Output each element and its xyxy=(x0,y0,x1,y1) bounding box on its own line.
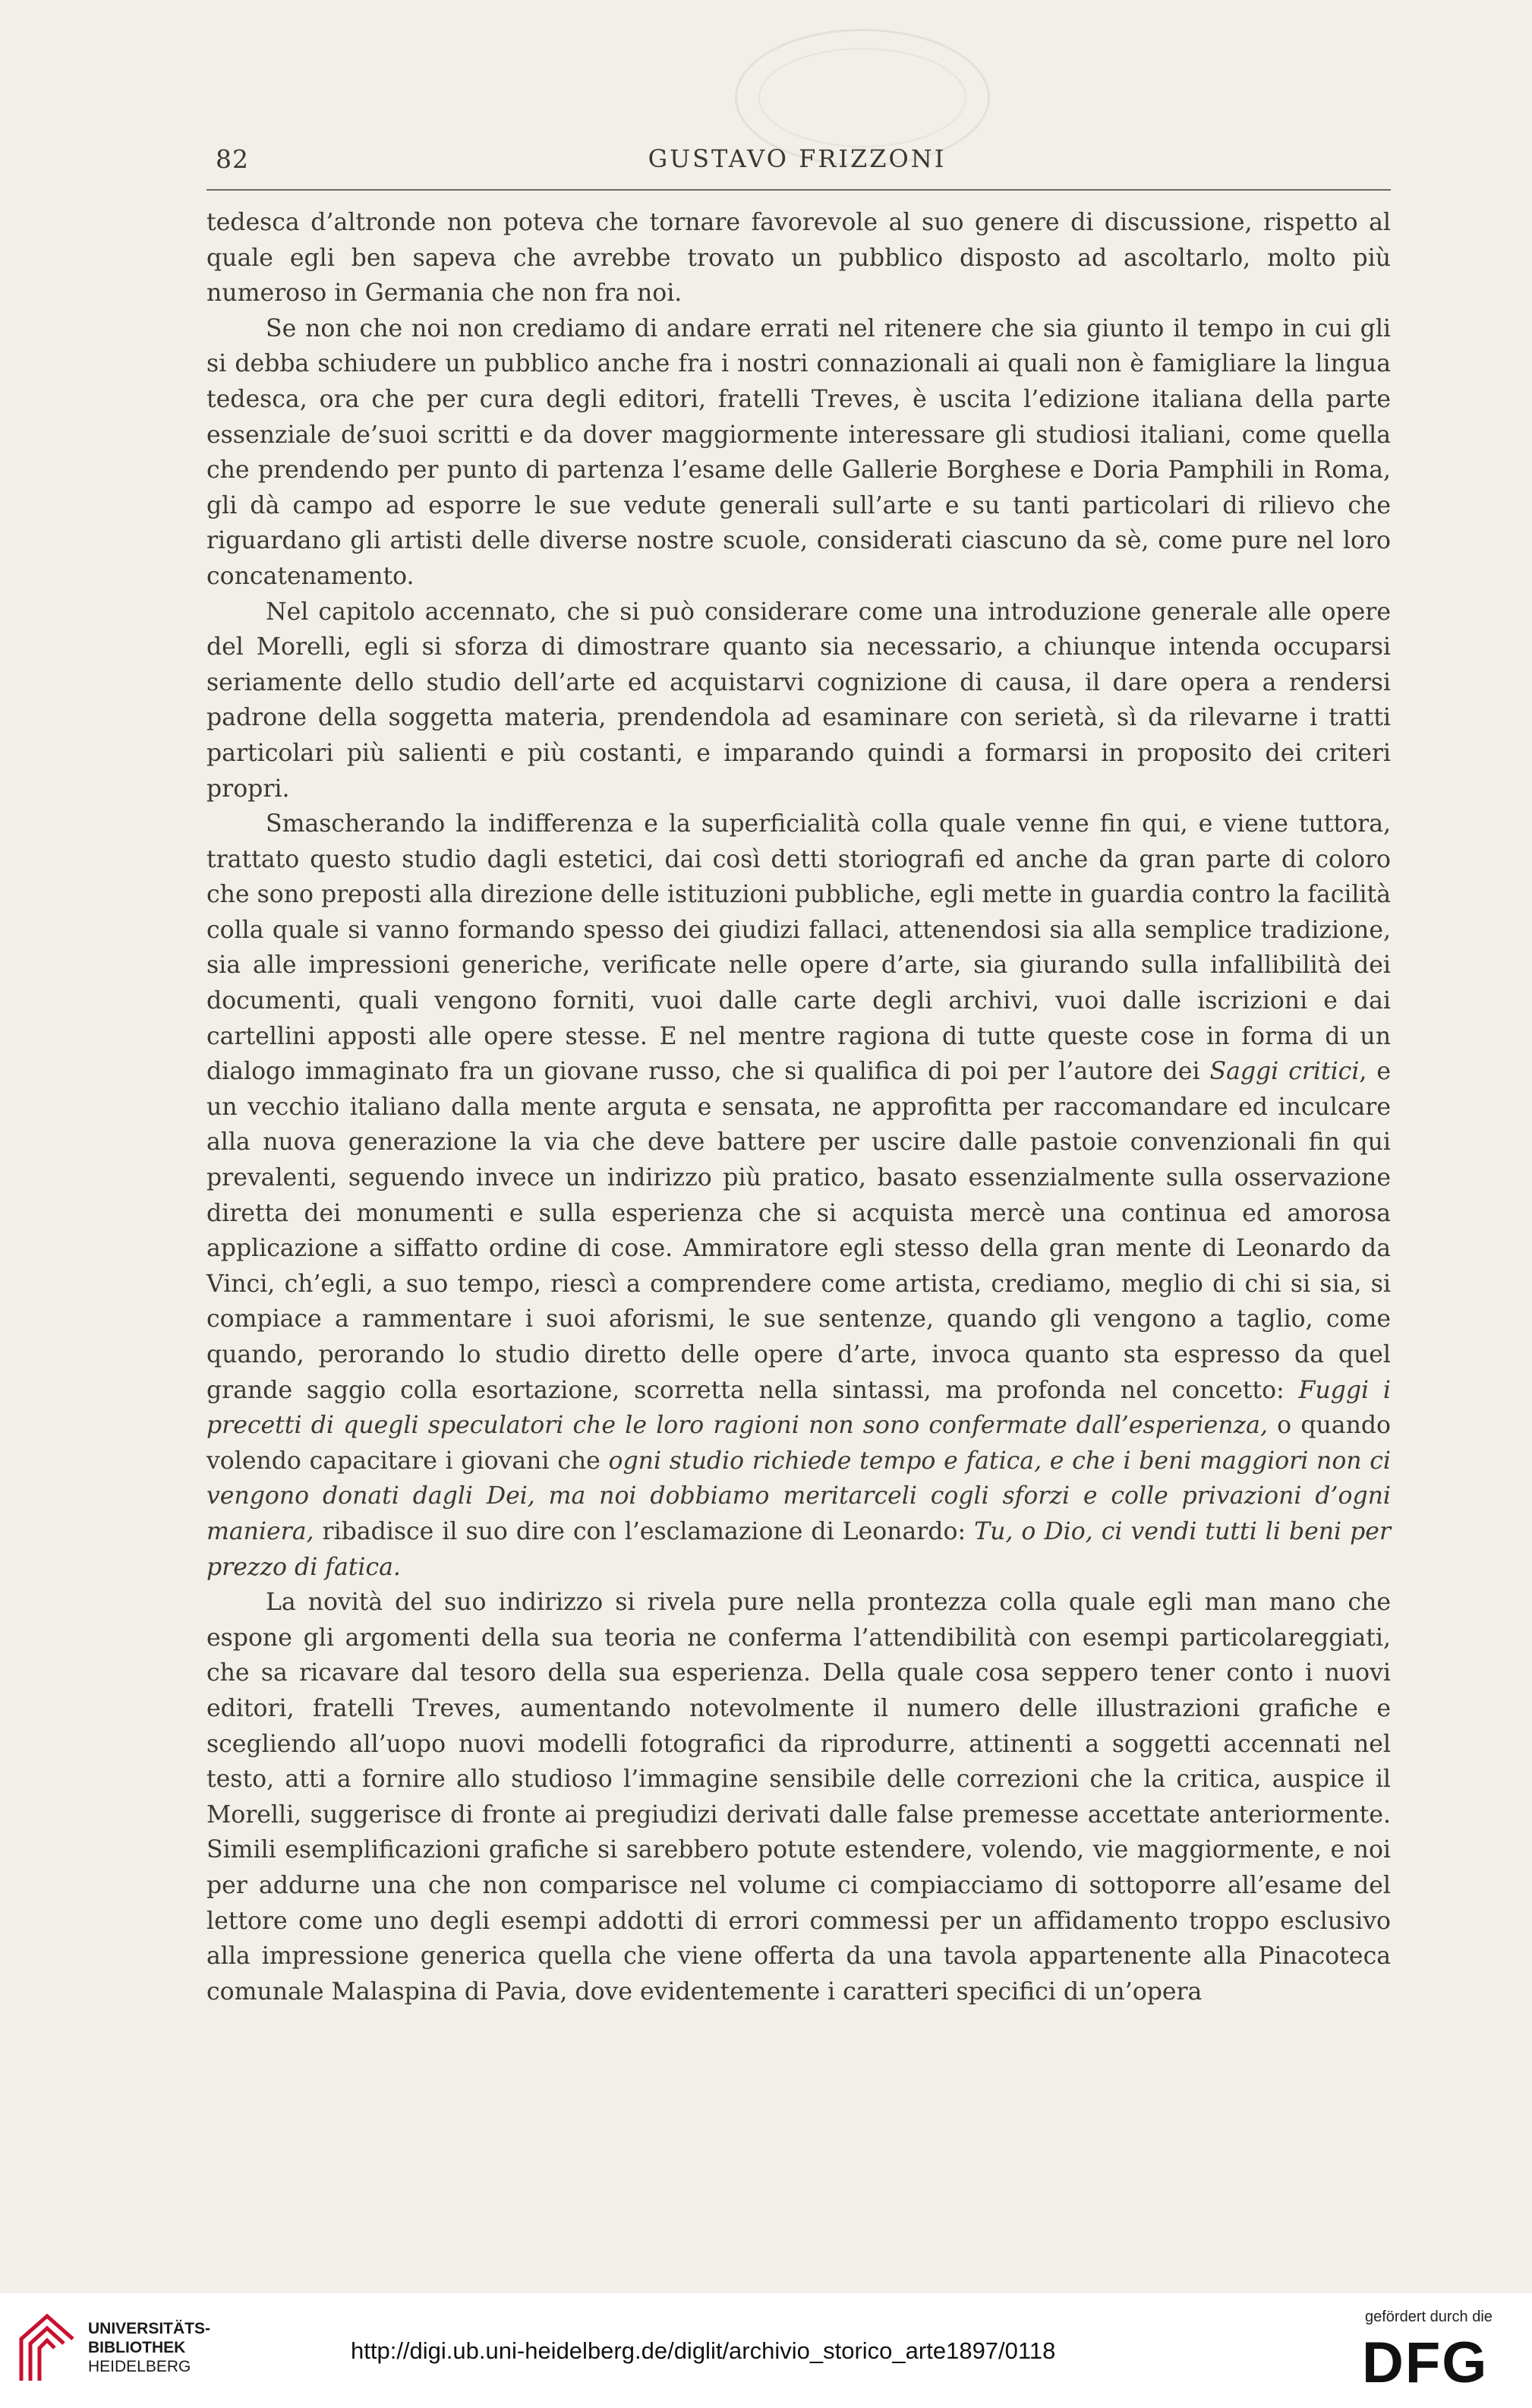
dfg-logo: DFG xyxy=(1362,2331,1489,2395)
source-url-link[interactable]: http://digi.ub.uni-heidelberg.de/diglit/archivio_storico_arte1897/0118 xyxy=(351,2337,1056,2364)
body-text xyxy=(206,205,1391,2009)
leonardo-quote: Fuggi i precetti di quegli speculatori che le loro ragioni non sono confermate dall’esperienza, xyxy=(206,1376,1391,1440)
library-name-line: UNIVERSITÄTS- xyxy=(88,2320,211,2337)
library-name-line: BIBLIOTHEK xyxy=(88,2339,186,2356)
paragraph-text: , e un vecchio italiano dalla mente arguta e sensata, ne approfitta per raccomandare ed inculcare alla nuova generazione la via che deve battere per uscire dalle pastoie convenzionali fin qui prevalenti, seguendo invece un indirizzo più pratico, basato essenzialmente sulla osservazione diretta dei monumenti e sulla esperienza che si acquista mercè una continua ed amorosa applicazione a siffatto ordine di cose. Ammiratore egli stesso della gran mente di Leonardo da Vinci, ch’egli, a suo tempo, riescì a comprendere come artista, crediamo, meglio di chi si sia, si compiace a rammentare i suoi aforismi, le sue sentenze, quando gli vengono a taglio, come quando, perorando lo studio diretto delle opere d’arte, invoca quanto sta espresso da quel grande saggio colla esortazione, scorretta nella sintassi, ma profonda nel concetto: xyxy=(206,1058,1391,1404)
paragraph-text: ribadisce il suo dire con l’esclamazione di Leonardo: xyxy=(314,1517,975,1545)
funding-text: gefördert durch die xyxy=(1365,2309,1493,2325)
leonardo-quote: ogni studio richiede tempo e fatica, e che i beni maggiori non ci vengono donati dagli Dei, ma noi dobbiamo meritarceli cogli sforzi e colle privazioni d’ogni maniera, xyxy=(206,1447,1392,1545)
paragraph: tedesca d’altronde non poteva che tornare favorevole al suo genere di discussione, rispetto al quale egli ben sapeva che avrebbe trovato un pubblico disposto ad ascoltarlo, molto più numeroso in Germania che non fra noi. xyxy=(206,209,1391,308)
running-head: GUSTAVO FRIZZONI xyxy=(648,144,947,173)
paragraph: Se non che noi non crediamo di andare errati nel ritenere che sia giunto il tempo in cui gli si debba schiudere un pubblico anche fra i nostri connazionali ai quali non è famigliare la lingua tedesca, ora che per cura degli editori, fratelli Treves, è uscita l’edizione italiana della parte essenziale de’suoi scritti e da dover maggiormente interessare gli studiosi italiani, come quella che prendendo per punto di partenza l’esame delle Gallerie Borghese e Doria Pamphili in Roma, gli dà campo ad esporre le sue vedute generali sull’arte e su tanti particolari di rilievo che riguardano gli artisti delle diverse nostre scuole, considerati ciascuno da sè, come pure nel loro concatenamento. xyxy=(206,314,1391,590)
paragraph: Nel capitolo accennato, che si può considerare come una introduzione generale alle opere del Morelli, egli si sforza di dimostrare quanto sia necessario, a chiunque intenda occuparsi seriamente dello studio dell’arte ed acquistarvi cognizione di causa, il dare opera a rendersi padrone della soggetta materia, prendendola ad esaminare con serietà, sì da rilevarne i tratti particolari più salienti e più costanti, e imparando quindi a formarsi in proposito dei criteri propri. xyxy=(206,598,1391,803)
header-rule xyxy=(206,189,1391,191)
page-number: 82 xyxy=(216,144,249,174)
paragraph xyxy=(206,806,1391,1585)
library-name-line: HEIDELBERG xyxy=(88,2358,191,2375)
paragraph: La novità del suo indirizzo si rivela pure nella prontezza colla quale egli man mano che espone gli argomenti della sua teoria ne conferma l’attendibilità con esempi particolareggiati, che sa ricavare dal tesoro della sua esperienza. Della quale cosa seppero tener conto i nuovi editori, fratelli Treves, aumentando notevolmente il numero delle illustrazioni grafiche e scegliendo all’uopo nuovi modelli fotografici da riprodurre, attinenti a soggetti accennati nel testo, atti a fornire allo studioso l’immagine sensibile delle correzioni che la critica, auspice il Morelli, suggerisce di fronte ai pregiudizi derivati dalle false premesse accettate anteriormente. Simili esemplificazioni grafiche si sarebbero potute estendere, volendo, vie maggiormente, e noi per addurne una che non comparisce nel volume ci compiacciamo di sottoporre all’esame del lettore come uno degli esempi addotti di errori commessi per un affidamento troppo esclusivo alla impressione generica quella che viene offerta da una tavola appartenente alla Pinacoteca comunale Malaspina di Pavia, dove evidentemente i caratteri specifici di un’opera xyxy=(206,1589,1391,2006)
library-logo-icon xyxy=(14,2309,80,2388)
paragraph-text: o quando volendo capacitare i giovani che xyxy=(206,1412,1391,1475)
book-title: Saggi critici xyxy=(1209,1058,1360,1086)
library-name xyxy=(88,2319,210,2376)
page-header xyxy=(205,144,1389,182)
leonardo-quote: Tu, o Dio, ci vendi tutti li beni per prezzo di fatica. xyxy=(206,1517,1391,1581)
paragraph-text: Smascherando la indifferenza e la superficialità colla quale venne fin qui, e viene tuttora, trattato questo studio dagli estetici, dai così detti storiografi ed anche da gran parte di coloro che sono preposti alla direzione delle istituzioni pubbliche, egli mette in guardia contro la facilità colla quale si vanno formando spesso dei giudizi fallaci, attenendosi sia alla semplice tradizione, sia alle impressioni generiche, verificate nelle opere d’arte, sia giurando sulla infallibilità dei documenti, quali vengono forniti, vuoi dalle carte degli archivi, vuoi dalle iscrizioni e dai cartellini apposti alle opere stesse. E nel mentre ragiona di tutte queste cose in forma di un dialogo immaginato fra un giovane russo, che si qualifica di poi per l’autore dei xyxy=(206,810,1391,1086)
